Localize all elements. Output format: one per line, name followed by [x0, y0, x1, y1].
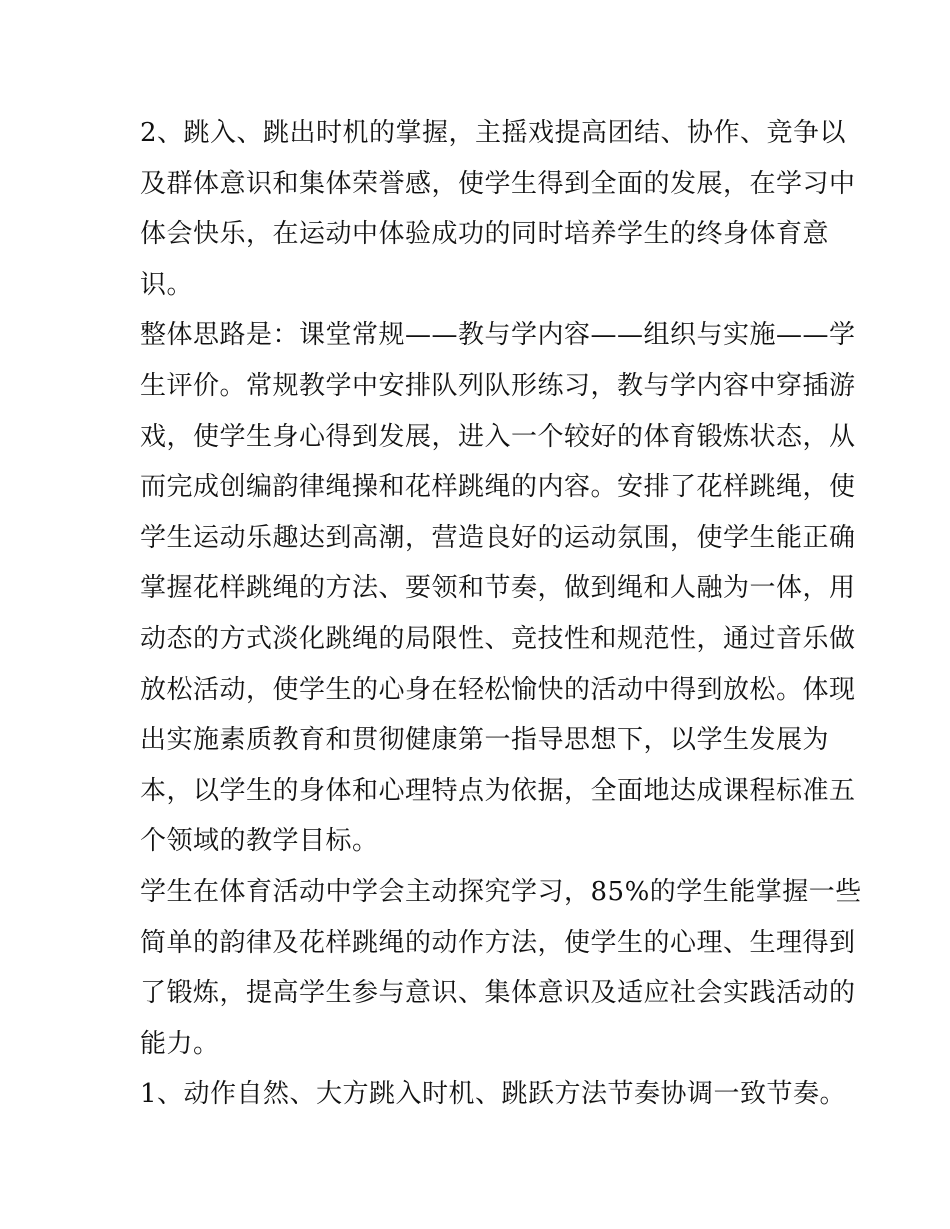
text-line: 2、跳入、跳出时机的掌握，主摇戏提高团结、协作、竞争以 — [140, 118, 847, 148]
text-line: 放松活动，使学生的心身在轻松愉快的活动中得到放松。体现 — [140, 674, 856, 705]
text-line: 能力。 — [140, 1028, 220, 1059]
text-line: 体会快乐，在运动中体验成功的同时培养学生的终身体育意 — [140, 219, 830, 250]
text-line: 及群体意识和集体荣誉感，使学生得到全面的发展，在学习中 — [140, 168, 856, 199]
text-line: 1、动作自然、大方跳入时机、跳跃方法节奏协调一致节奏。 — [140, 1079, 847, 1110]
text-line: 本，以学生的身体和心理特点为依据，全面地达成课程标准五 — [140, 775, 856, 806]
text-line: 戏，使学生身心得到发展，进入一个较好的体育锻炼状态，从 — [140, 421, 856, 452]
text-line: 简单的韵律及花样跳绳的动作方法，使学生的心理、生理得到 — [140, 927, 856, 958]
text-line: 整体思路是：课堂常规——教与学内容——组织与实施——学 — [140, 320, 856, 351]
text-line: 而完成创编韵律绳操和花样跳绳的内容。安排了花样跳绳，使 — [140, 472, 856, 503]
text-line: 掌握花样跳绳的方法、要领和节奏，做到绳和人融为一体，用 — [140, 573, 856, 604]
text-line: 学生在体育活动中学会主动探究学习，85%的学生能掌握一些 — [140, 876, 862, 907]
text-line: 学生运动乐趣达到高潮，营造良好的运动氛围，使学生能正确 — [140, 522, 856, 553]
document-body — [140, 108, 862, 1120]
text-line: 个领域的教学目标。 — [140, 826, 379, 857]
text-line: 出实施素质教育和贯彻健康第一指导思想下，以学生发展为 — [140, 725, 830, 756]
text-line: 生评价。常规教学中安排队列队形练习，教与学内容中穿插游 — [140, 370, 856, 401]
text-line: 动态的方式淡化跳绳的局限性、竞技性和规范性，通过音乐做 — [140, 623, 856, 654]
text-line: 了锻炼，提高学生参与意识、集体意识及适应社会实践活动的 — [140, 978, 856, 1009]
text-line: 识。 — [140, 269, 194, 300]
